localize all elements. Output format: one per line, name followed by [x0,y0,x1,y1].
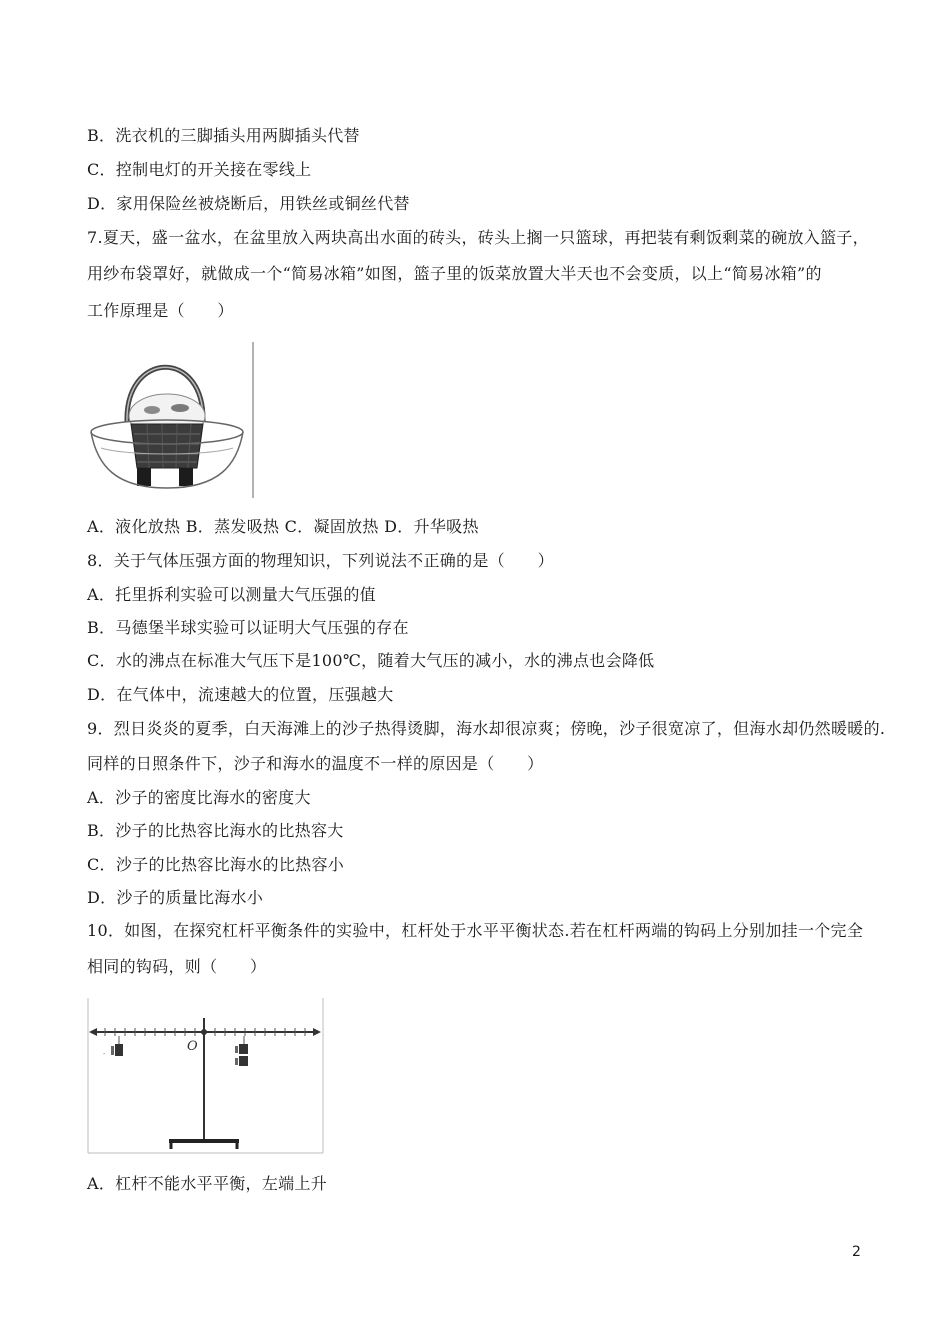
q6-option-b: B．洗衣机的三脚插头用两脚插头代替 [87,126,360,145]
q8-option-d: D．在气体中，流速越大的位置，压强越大 [87,685,394,704]
q6-option-c: C．控制电灯的开关接在零线上 [87,160,312,179]
q7-stem-line-2: 用纱布袋罩好，就做成一个“简易冰箱”如图，篮子里的饭菜放置大半天也不会变质，以上“简易冰箱”的 [87,264,822,283]
q7-stem-line-1: 7.夏天，盛一盆水，在盆里放入两块高出水面的砖头，砖头上搁一只篮球，再把装有剩饭剩菜的碗放入篮子， [87,228,869,247]
q7-stem-line-3: 工作原理是（ ） [87,301,234,320]
q9-stem-line-1: 9．烈日炎炎的夏季，白天海滩上的沙子热得烫脚，海水却很凉爽；傍晚，沙子很宽凉了，但海水却仍然暖暖的. [87,719,886,738]
q9-option-d: D．沙子的质量比海水小 [87,888,264,907]
svg-text:-: - [103,1050,106,1058]
q9-option-b: B．沙子的比热容比海水的比热容大 [87,821,344,840]
q6-option-d: D．家用保险丝被烧断后，用铁丝或铜丝代替 [87,194,410,213]
lever-figure [87,998,325,1158]
q7-options: A．液化放热 B．蒸发吸热 C．凝固放热 D．升华吸热 [87,517,479,536]
q10-stem-line-2: 相同的钩码，则（ ） [87,957,267,976]
page-number: 2 [852,1244,861,1260]
q10-option-a: A．杠杆不能水平平衡，左端上升 [87,1174,328,1193]
q8-option-c: C．水的沸点在标准大气压下是100℃，随着大气压的减小，水的沸点也会降低 [87,651,655,670]
simple-fridge-figure [87,340,257,504]
q8-option-b: B．马德堡半球实验可以证明大气压强的存在 [87,618,409,637]
lever-balance-illustration [87,998,325,1154]
q9-stem-line-2: 同样的日照条件下，沙子和海水的温度不一样的原因是（ ） [87,754,544,773]
q9-option-a: A．沙子的密度比海水的密度大 [87,788,311,807]
q8-option-a: A．托里拆利实验可以测量大气压强的值 [87,585,376,604]
q10-stem-line-1: 10．如图，在探究杠杆平衡条件的实验中，杠杆处于水平平衡状态.若在杠杆两端的钩码上分别加挂一个完全 [87,921,864,940]
pivot-label: O [187,1039,198,1054]
basket-basin-illustration [87,340,257,500]
q8-stem: 8．关于气体压强方面的物理知识，下列说法不正确的是（ ） [87,551,554,570]
q9-option-c: C．沙子的比热容比海水的比热容小 [87,855,345,874]
